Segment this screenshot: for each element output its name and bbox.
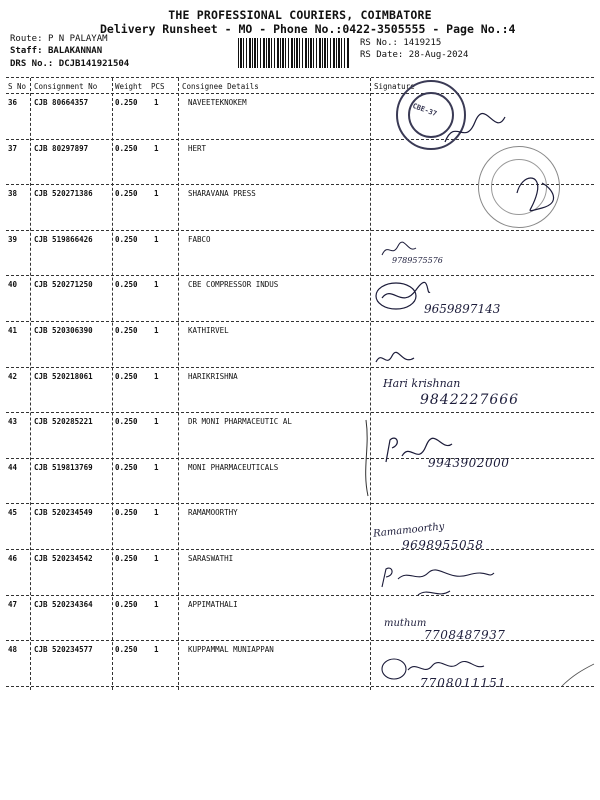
row-consignment: CJB 520234549 bbox=[34, 508, 93, 518]
row-pcs: 1 bbox=[154, 326, 159, 335]
row-consignment: CJB 520271250 bbox=[34, 280, 93, 290]
row-sno: 42 bbox=[8, 371, 18, 381]
row-pcs: 1 bbox=[154, 554, 159, 563]
row-weight: 0.250 bbox=[115, 645, 138, 655]
barcode bbox=[238, 38, 350, 68]
row-consignment: CJB 520271386 bbox=[34, 189, 93, 199]
row-consignee: NAVEETEKNOKEM bbox=[188, 98, 247, 107]
handwritten-phone-row45: 9698955058 bbox=[402, 538, 484, 552]
staff-value: BALAKANNAN bbox=[47, 46, 103, 56]
row-rule bbox=[6, 640, 594, 641]
row-weight: 0.250 bbox=[115, 326, 138, 335]
row-sno: 38 bbox=[8, 189, 18, 199]
row-consignee: MONI PHARMACEUTICALS bbox=[188, 462, 279, 472]
row-consignment: CJB 80664357 bbox=[34, 98, 89, 107]
row-sno: 46 bbox=[8, 554, 18, 563]
handwritten-phone-row48: 7708011151 bbox=[420, 676, 507, 690]
row-rule bbox=[6, 321, 594, 322]
drs-label: DRS No.: bbox=[10, 59, 54, 69]
row-sno: 37 bbox=[8, 143, 18, 153]
row-consignee: SARASWATHI bbox=[188, 554, 234, 563]
row-weight: 0.250 bbox=[115, 98, 138, 107]
row-weight: 0.250 bbox=[115, 599, 138, 609]
rs-no-line bbox=[360, 38, 441, 48]
rs-no-label: RS No.: bbox=[360, 38, 398, 48]
signature-row46 bbox=[378, 565, 498, 601]
col-sep-2 bbox=[112, 78, 113, 690]
row-weight: 0.250 bbox=[115, 280, 138, 290]
row-rule bbox=[6, 230, 594, 231]
row-sno: 43 bbox=[8, 417, 18, 427]
row-consignee: RAMAMOORTHY bbox=[188, 508, 238, 518]
row-weight: 0.250 bbox=[115, 189, 138, 199]
row-pcs: 1 bbox=[154, 189, 159, 199]
handwritten-phone-row42: 9842227666 bbox=[420, 392, 520, 408]
row-sno: 48 bbox=[8, 645, 18, 655]
handwritten-name-row47: muthum bbox=[384, 618, 427, 629]
row-weight: 0.250 bbox=[115, 234, 138, 244]
signature-row40 bbox=[372, 280, 432, 314]
row-rule bbox=[6, 503, 594, 504]
route-label: Route: bbox=[10, 34, 43, 44]
staff-line bbox=[10, 46, 102, 56]
row-consignment: CJB 520234364 bbox=[34, 599, 93, 609]
pen-mark bbox=[356, 418, 376, 498]
row-pcs: 1 bbox=[154, 143, 159, 153]
row-pcs: 1 bbox=[154, 508, 159, 518]
row-rule bbox=[6, 367, 594, 368]
row-weight: 0.250 bbox=[115, 554, 138, 563]
signature-row41 bbox=[372, 348, 418, 370]
col-sep-1 bbox=[30, 78, 31, 690]
row-pcs: 1 bbox=[154, 417, 159, 427]
row-consignment: CJB 520218061 bbox=[34, 371, 93, 381]
handwritten-phone-row44: 9943902000 bbox=[428, 456, 510, 470]
row-consignee: APPIMATHALI bbox=[188, 599, 238, 609]
runsheet-title: Delivery Runsheet - MO - Phone No.:0422-3505555 - Page No.:4 bbox=[100, 22, 516, 36]
row-sno: 39 bbox=[8, 234, 18, 244]
row-pcs: 1 bbox=[154, 371, 159, 381]
col-consignee: Consignee Details bbox=[182, 82, 259, 91]
signature-row36 bbox=[440, 112, 510, 152]
row-pcs: 1 bbox=[154, 462, 159, 472]
rs-no-value: 1419215 bbox=[403, 38, 442, 48]
signature-row38 bbox=[512, 168, 558, 218]
pen-mark-2 bbox=[560, 660, 596, 690]
row-consignment: CJB 80297897 bbox=[34, 143, 89, 153]
row-weight: 0.250 bbox=[115, 417, 138, 427]
row-pcs: 1 bbox=[154, 234, 159, 244]
row-sno: 47 bbox=[8, 599, 18, 609]
row-sno: 45 bbox=[8, 508, 18, 518]
row-pcs: 1 bbox=[154, 280, 159, 290]
drs-line bbox=[10, 59, 129, 69]
col-sno: S No bbox=[8, 82, 27, 91]
row-consignee: CBE COMPRESSOR INDUS bbox=[188, 280, 279, 290]
rs-date-label: RS Date: bbox=[360, 50, 404, 60]
row-pcs: 1 bbox=[154, 599, 159, 609]
col-weight: Weight bbox=[115, 82, 143, 91]
route-value: P N PALAYAM bbox=[47, 34, 108, 44]
handwritten-phone-row47: 7708487937 bbox=[424, 628, 506, 642]
rs-date-line bbox=[360, 50, 468, 60]
row-weight: 0.250 bbox=[115, 462, 138, 472]
row-consignment: CJB 520306390 bbox=[34, 326, 93, 335]
handwritten-name-row45: Ramamoorthy bbox=[372, 521, 445, 540]
col-sep-4 bbox=[370, 78, 371, 690]
handwritten-phone-row40: 9659897143 bbox=[424, 302, 501, 316]
row-consignment: CJB 520234577 bbox=[34, 645, 93, 655]
row-sno: 36 bbox=[8, 98, 18, 107]
col-sep-3 bbox=[178, 78, 179, 690]
col-consignment: Consignment No bbox=[34, 82, 98, 91]
staff-label: Staff: bbox=[10, 46, 43, 56]
row-consignment: CJB 519866426 bbox=[34, 234, 93, 244]
handwritten-phone-row39: 9789575576 bbox=[392, 256, 443, 265]
row-consignee: FABCO bbox=[188, 234, 211, 244]
navee-teknokem-stamp: CBE-37 bbox=[396, 80, 466, 150]
row-pcs: 1 bbox=[154, 98, 159, 107]
row-consignee: KATHIRVEL bbox=[188, 326, 229, 335]
row-consignee: HARIKRISHNA bbox=[188, 371, 238, 381]
handwritten-name-row42: Hari krishnan bbox=[383, 377, 461, 390]
row-sno: 41 bbox=[8, 326, 18, 335]
row-weight: 0.250 bbox=[115, 143, 138, 153]
row-rule bbox=[6, 275, 594, 276]
header-bottom-rule bbox=[6, 93, 594, 94]
company-title: THE PROFESSIONAL COURIERS, COIMBATORE bbox=[168, 8, 432, 22]
header-top-rule bbox=[6, 77, 594, 78]
row-weight: 0.250 bbox=[115, 371, 138, 381]
col-pcs: PCS bbox=[151, 82, 165, 91]
row-consignee: KUPPAMMAL MUNIAPPAN bbox=[188, 645, 274, 655]
row-weight: 0.250 bbox=[115, 508, 138, 518]
row-sno: 40 bbox=[8, 280, 18, 290]
row-rule bbox=[6, 412, 594, 413]
rs-date-value: 28-Aug-2024 bbox=[408, 50, 469, 60]
row-consignee: HERT bbox=[188, 143, 207, 153]
route-line bbox=[10, 34, 108, 44]
row-consignment: CJB 520234542 bbox=[34, 554, 93, 563]
row-pcs: 1 bbox=[154, 645, 159, 655]
row-consignee: DR MONI PHARMACEUTIC AL bbox=[188, 417, 292, 427]
col-signature: Signature bbox=[374, 82, 415, 91]
drs-value: DCJB141921504 bbox=[58, 59, 130, 69]
row-consignee: SHARAVANA PRESS bbox=[188, 189, 256, 199]
row-consignment: CJB 520285221 bbox=[34, 417, 93, 427]
row-rule bbox=[6, 549, 594, 550]
row-rule bbox=[6, 595, 594, 596]
row-consignment: CJB 519813769 bbox=[34, 462, 93, 472]
row-sno: 44 bbox=[8, 462, 18, 472]
